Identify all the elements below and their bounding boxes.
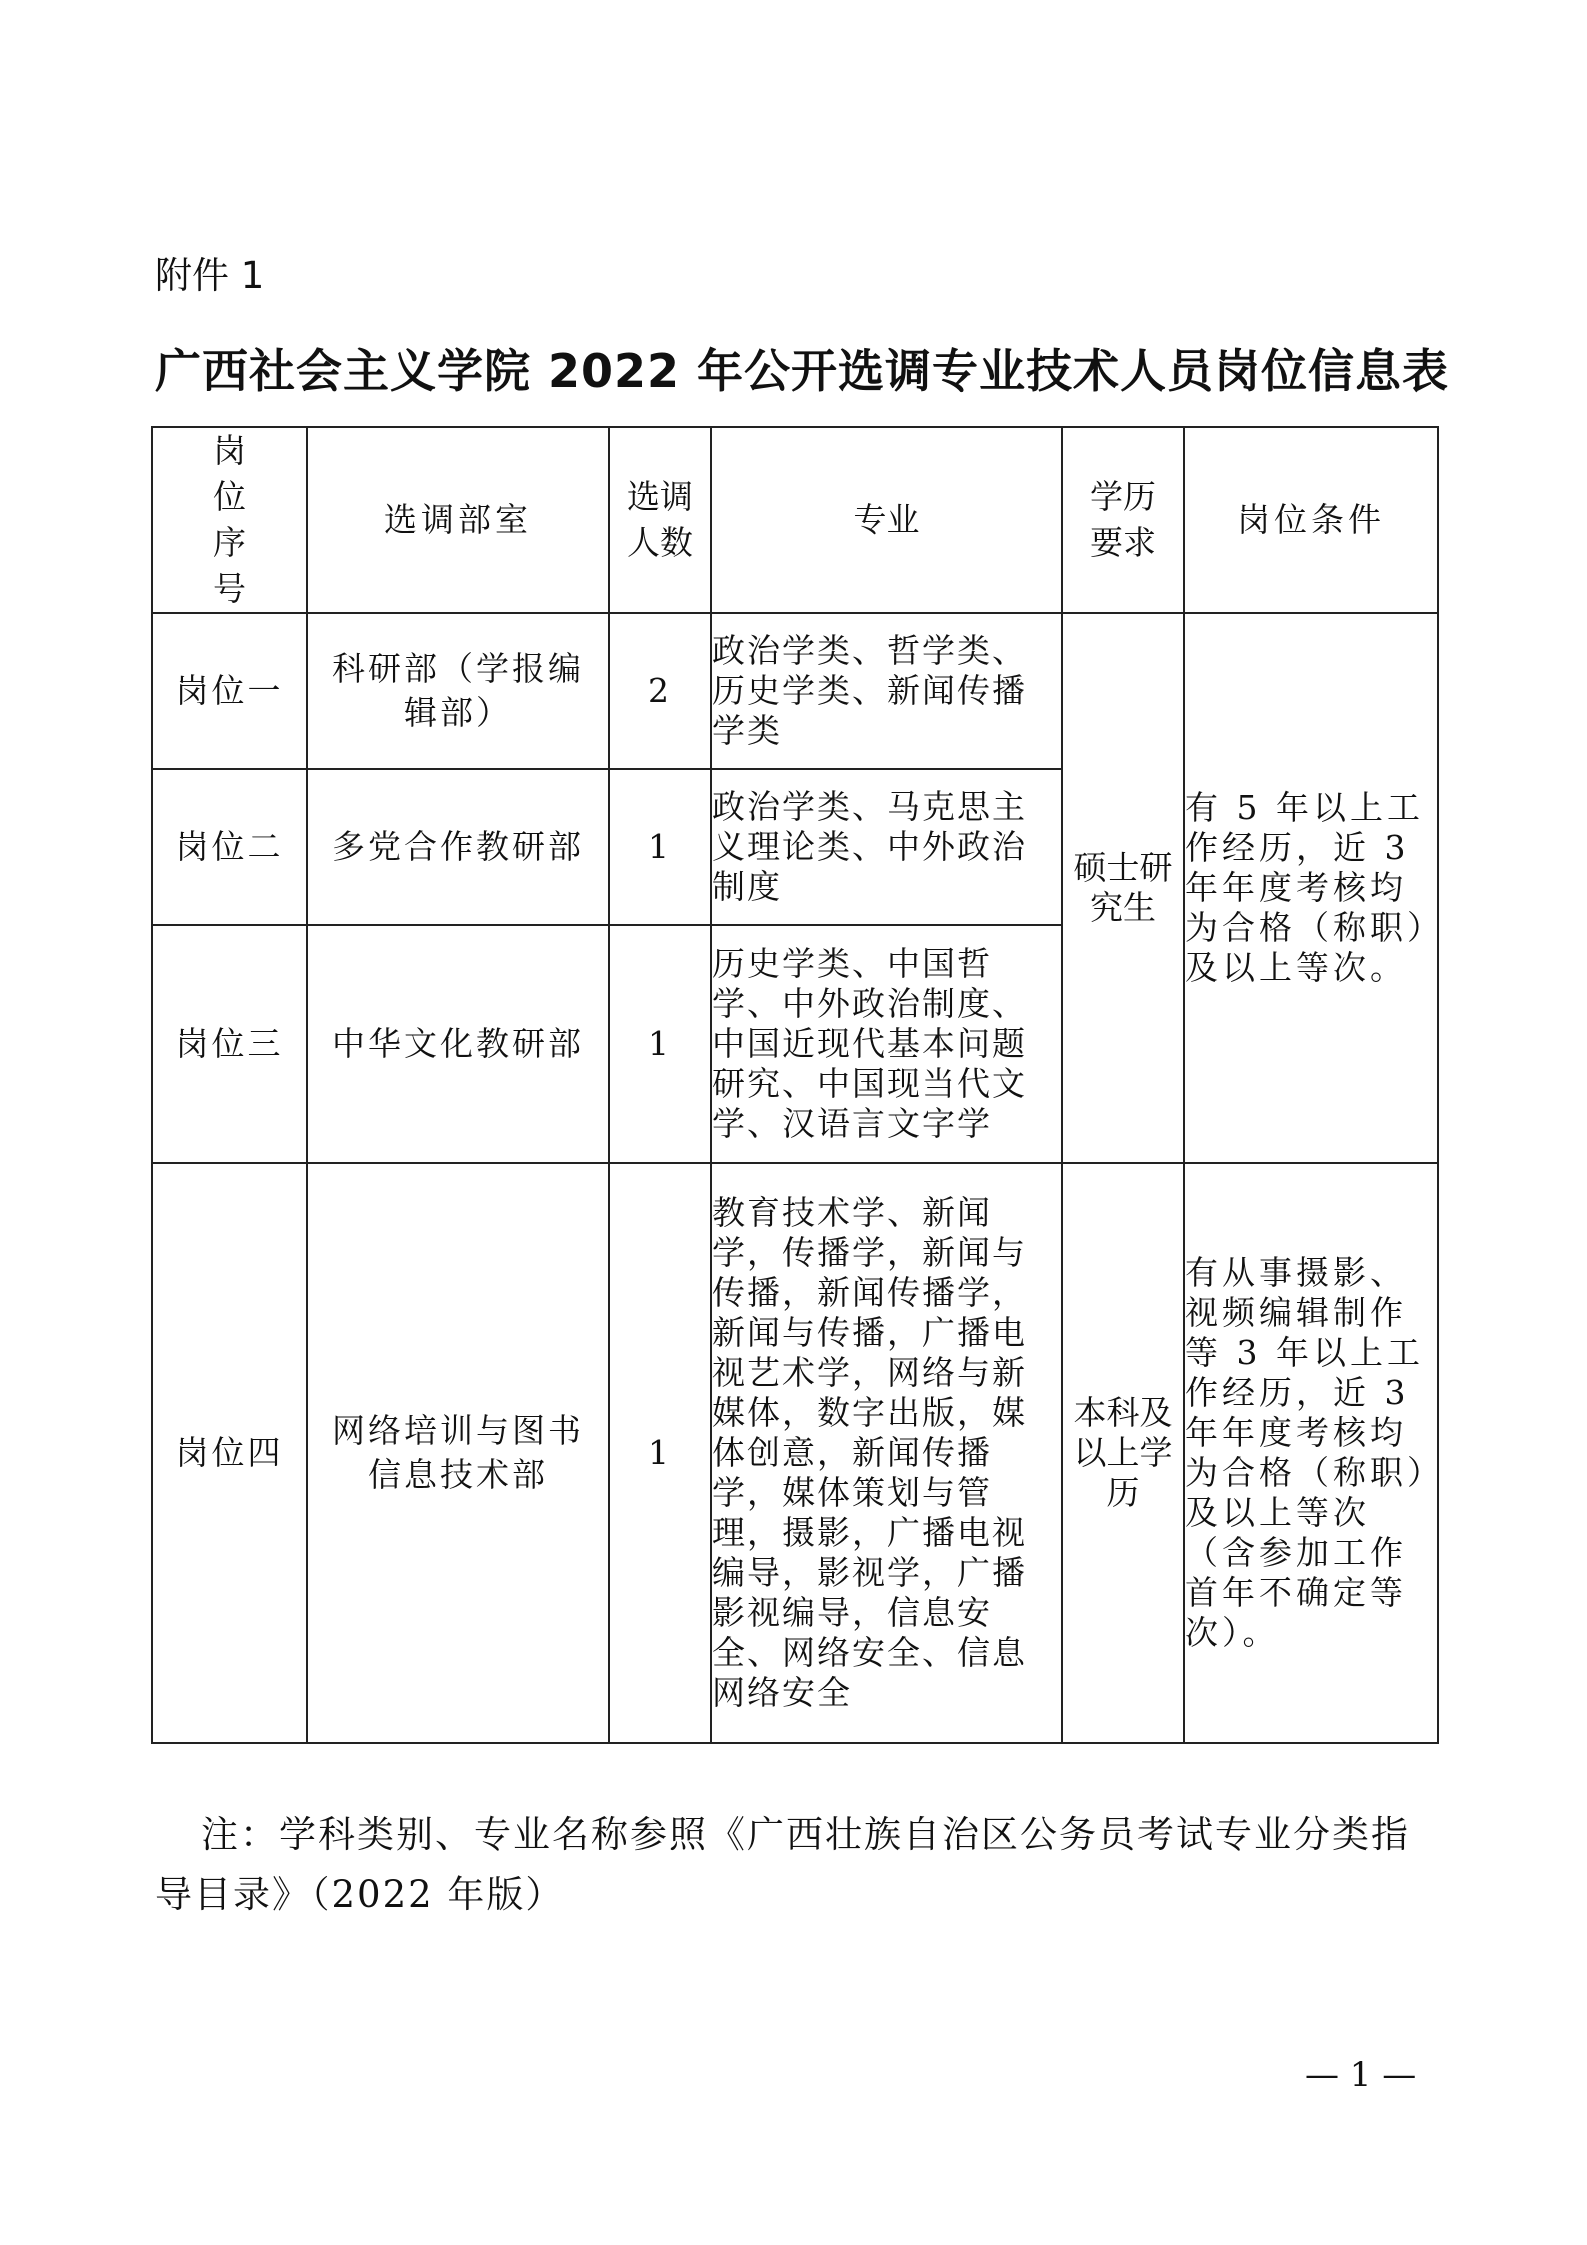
position-info-table xyxy=(151,426,1439,1744)
cell-major: 政治学类、哲学类、历史学类、新闻传播学类 xyxy=(711,613,1062,769)
cell-count: 1 xyxy=(609,1163,711,1743)
cell-education: 本科及以上学历 xyxy=(1062,1163,1184,1743)
cell-position: 岗位三 xyxy=(152,925,307,1163)
page-title: 广西社会主义学院 2022 年公开选调专业技术人员岗位信息表 xyxy=(155,344,1450,398)
table-row xyxy=(152,613,1438,769)
cell-department: 多党合作教研部 xyxy=(307,769,609,925)
attachment-label: 附件 1 xyxy=(155,254,265,297)
cell-department: 中华文化教研部 xyxy=(307,925,609,1163)
cell-department: 科研部（学报编辑部） xyxy=(307,613,609,769)
cell-count: 1 xyxy=(609,769,711,925)
cell-major: 教育技术学、新闻学，传播学，新闻与传播，新闻传播学，新闻与传播，广播电视艺术学，网络与新媒体，数字出版，媒体创意，新闻传播学，媒体策划与管理，摄影，广播电视编导，影视学，广播影视编导，信息安全、网络安全、信息网络安全 xyxy=(711,1163,1062,1743)
header-department: 选调部室 xyxy=(307,427,609,613)
header-major: 专业 xyxy=(711,427,1062,613)
table-row xyxy=(152,1163,1438,1743)
cell-count: 2 xyxy=(609,613,711,769)
header-count: 选调人数 xyxy=(609,427,711,613)
cell-conditions: 有从事摄影、视频编辑制作等 3 年以上工作经历，近 3 年年度考核均为合格（称职）及以上等次（含参加工作首年不确定等次）。 xyxy=(1184,1163,1438,1743)
header-education: 学历要求 xyxy=(1062,427,1184,613)
header-position-no: 岗位序号 xyxy=(152,427,307,613)
cell-major: 历史学类、中国哲学、中外政治制度、中国近现代基本问题研究、中国现当代文学、汉语言文字学 xyxy=(711,925,1062,1163)
table-header-row xyxy=(152,427,1438,613)
header-conditions: 岗位条件 xyxy=(1184,427,1438,613)
cell-position: 岗位四 xyxy=(152,1163,307,1743)
cell-count: 1 xyxy=(609,925,711,1163)
cell-position: 岗位一 xyxy=(152,613,307,769)
cell-department: 网络培训与图书信息技术部 xyxy=(307,1163,609,1743)
page-number: — 1 — xyxy=(1305,2055,1417,2095)
cell-position: 岗位二 xyxy=(152,769,307,925)
cell-education: 硕士研究生 xyxy=(1062,613,1184,1163)
footnote: 注：学科类别、专业名称参照《广西壮族自治区公务员考试专业分类指导目录》（2022 年版） xyxy=(155,1813,1410,1916)
cell-major: 政治学类、马克思主义理论类、中外政治制度 xyxy=(711,769,1062,925)
cell-conditions: 有 5 年以上工作经历，近 3 年年度考核均为合格（称职）及以上等次。 xyxy=(1184,613,1438,1163)
